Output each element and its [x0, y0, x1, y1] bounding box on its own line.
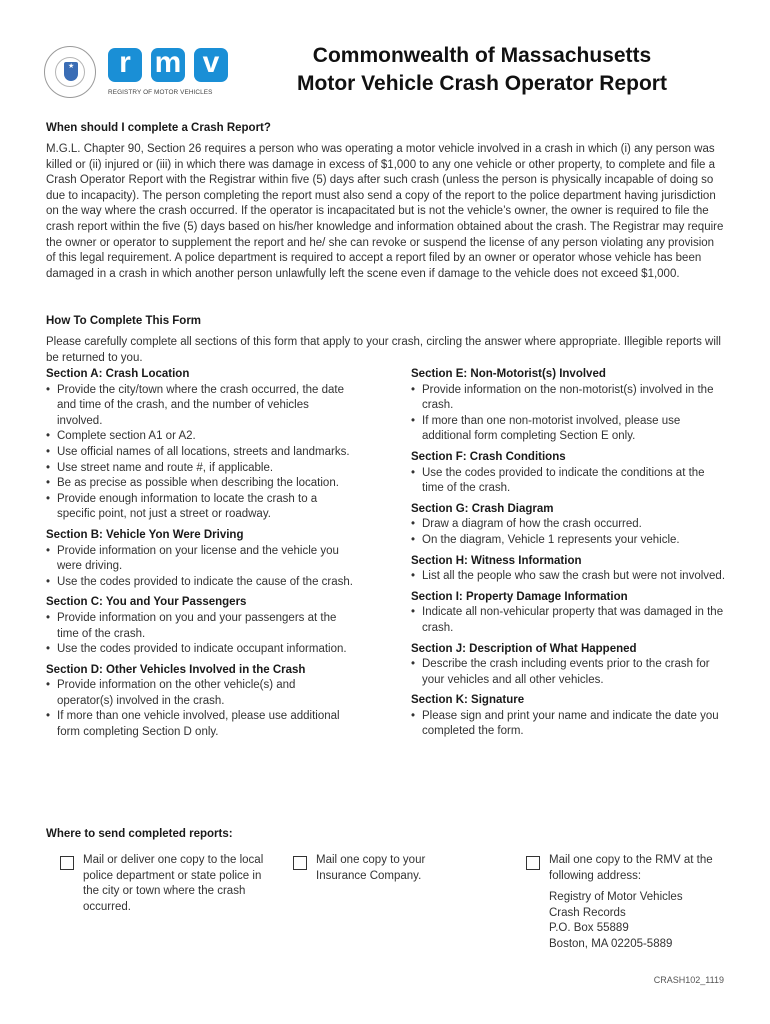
massachusetts-seal-icon: ★: [44, 46, 96, 98]
police-checkbox[interactable]: [60, 856, 74, 870]
section-bullet: • List all the people who saw the crash but were not involved.: [411, 569, 729, 585]
address-line: Registry of Motor Vehicles: [549, 891, 683, 903]
how-intro: Please carefully complete all sections of this form that apply to your crash, circling the answer where appropriate. Illegible reports will be returned to you.: [46, 336, 721, 364]
section-bullet: • Provide enough information to locate the crash to a specific point, not just a street or roadway.: [46, 492, 354, 523]
section-title: Section E: Non-Motorist(s) Involved: [411, 368, 606, 380]
section-bullet: • Use the codes provided to indicate the conditions at the time of the crash.: [411, 466, 729, 497]
rmv-mailing-address: [549, 890, 724, 952]
page-title: [270, 42, 694, 98]
sections-right-column: [411, 367, 729, 740]
section-e: [411, 367, 729, 445]
section-bullet: • Provide information on you and your passengers at the time of the crash.: [46, 611, 354, 642]
section-bullet: • Use the codes provided to indicate the cause of the crash.: [46, 575, 354, 591]
section-i: [411, 590, 729, 637]
section-title: Section I: Property Damage Information: [411, 590, 628, 603]
section-bullet: • Use street name and route #, if applicable.: [46, 461, 354, 477]
section-f: [411, 450, 729, 497]
section-bullet: • Provide the city/town where the crash occurred, the date and time of the crash, and the number of vehicles involved.: [46, 383, 354, 430]
section-bullet: • Use official names of all locations, streets and landmarks.: [46, 445, 354, 461]
section-title: Section F: Crash Conditions: [411, 450, 566, 463]
section-bullet: • Use the codes provided to indicate occupant information.: [46, 642, 354, 658]
section-bullet: • Describe the crash including events prior to the crash for your vehicles and all other vehicles.: [411, 657, 729, 688]
rmv-logo-letter: m: [151, 48, 185, 82]
insurance-checkbox[interactable]: [293, 856, 307, 870]
section-bullet: • On the diagram, Vehicle 1 represents your vehicle.: [411, 533, 729, 549]
section-bullet: • Please sign and print your name and indicate the date you completed the form.: [411, 709, 729, 740]
section-k: [411, 693, 729, 740]
section-bullet: • Indicate all non-vehicular property that was damaged in the crash.: [411, 605, 729, 636]
section-a: [46, 367, 354, 523]
address-line: P.O. Box 55889: [549, 922, 629, 935]
section-title: Section G: Crash Diagram: [411, 502, 554, 515]
section-bullet: • Provide information on the non-motorist(s) involved in the crash.: [411, 383, 729, 414]
when-body: M.G.L. Chapter 90, Section 26 requires a person who was operating a motor vehicle involved in a crash in which (i) any person was killed or (ii) injured or (iii) in which there was damage in excess of $1,000 to any one vehicle or other property, to complete and file a Crash Operator Report with the Registrar within five (5) days after such crash (unless the person is physically incapable of doing so due to incapacity). The person completing the report must also send a copy of the report to the police department having jurisdiction on the way where the crash occurred. If the operator is incapacitated but is not the vehicle’s owner, the owner is required to file the crash report within the five (5) days based on his/her knowledge and information obtained about the crash. The Registrar may require the owner or operator to supplement the report and he/ she can revoke or suspend the license of any person violating any provision of this legal requirement. A police department is required to accept a report filed by an owner or operator whose vehicle has been damaged in a crash in which another person unlawfully left the scene even if damage to the vehicle does not exceed $1,000.: [46, 143, 724, 280]
section-bullet: • If more than one vehicle involved, please use additional form completing Section D only.: [46, 709, 354, 740]
section-j: [411, 642, 729, 689]
section-bullet: • Be as precise as possible when describing the location.: [46, 476, 354, 492]
sections-left-column: [46, 367, 354, 741]
title-line-1: Commonwealth of Massachusetts: [312, 44, 652, 67]
section-bullet: • Draw a diagram of how the crash occurred.: [411, 517, 729, 533]
send-option-police: Mail or deliver one copy to the local police department or state police in the city or town where the crash occurred.: [83, 854, 264, 913]
address-line: Crash Records: [549, 906, 626, 919]
section-title: Section J: Description of What Happened: [411, 642, 637, 655]
section-h: [411, 554, 729, 585]
section-b: [46, 528, 354, 590]
how-heading: How To Complete This Form: [46, 315, 202, 327]
section-d: [46, 663, 354, 741]
when-heading: When should I complete a Crash Report?: [46, 122, 271, 134]
section-c: [46, 595, 354, 657]
send-option-insurance: Mail one copy to your Insurance Company.: [316, 854, 426, 882]
section-title: Section K: Signature: [411, 694, 525, 707]
send-heading: Where to send completed reports:: [46, 828, 233, 840]
section-bullet: • Provide information on your license and the vehicle you were driving.: [46, 544, 354, 575]
section-title: Section D: Other Vehicles Involved in the Crash: [46, 663, 306, 676]
title-line-2: Motor Vehicle Crash Operator Report: [297, 72, 667, 95]
send-option-rmv: Mail one copy to the RMV at the following address:: [549, 854, 713, 882]
section-bullet: • Complete section A1 or A2.: [46, 429, 354, 445]
rmv-logo-caption: REGISTRY OF MOTOR VEHICLES: [108, 89, 213, 96]
section-title: Section C: You and Your Passengers: [46, 596, 247, 609]
section-title: Section A: Crash Location: [46, 368, 190, 380]
section-g: [411, 502, 729, 549]
form-code: CRASH102_1119: [653, 975, 724, 985]
address-line: Boston, MA 02205-5889: [549, 937, 673, 950]
section-title: Section H: Witness Information: [411, 554, 582, 567]
rmv-logo-letter: v: [194, 48, 228, 82]
section-title: Section B: Vehicle Yon Were Driving: [46, 528, 244, 541]
section-bullet: • If more than one non-motorist involved, please use additional form completing Section E only.: [411, 414, 729, 445]
section-bullet: • Provide information on the other vehicle(s) and operator(s) involved in the crash.: [46, 678, 354, 709]
rmv-checkbox[interactable]: [526, 856, 540, 870]
rmv-logo-letter: r: [108, 48, 142, 82]
